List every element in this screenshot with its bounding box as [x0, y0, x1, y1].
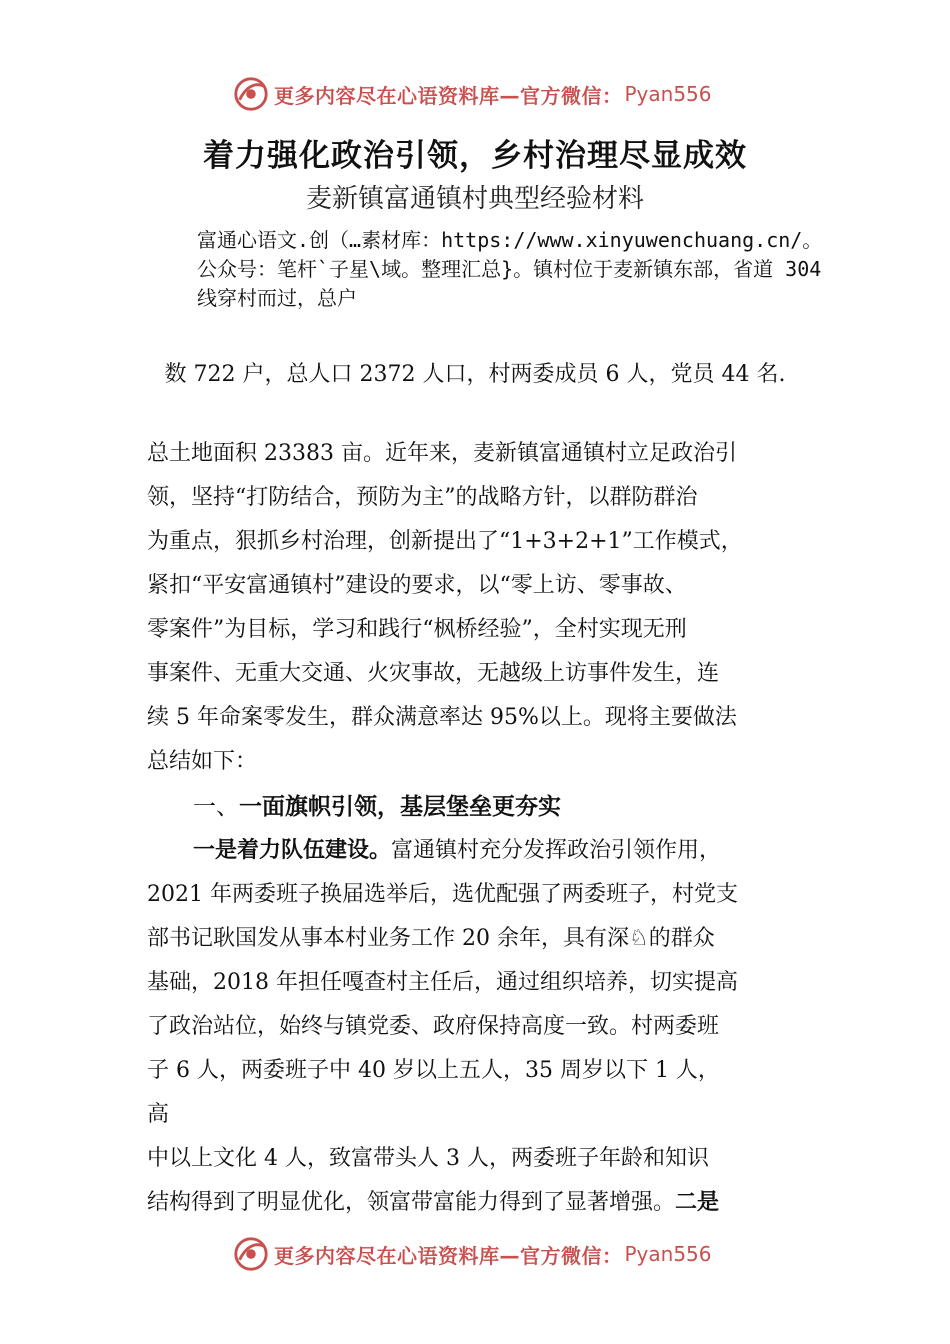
banner-handle: Pyan556 — [624, 1242, 712, 1266]
body-line: 基础，2018 年担任嘎查村主任后，通过组织培养，切实提高 — [147, 970, 738, 995]
stats-line: 数 722 户，总人口 2372 人口，村两委成员 6 人，党员 44 名. — [164, 362, 786, 387]
section-title: 一面旗帜引领，基层堡垒更夯实 — [239, 794, 561, 820]
banner-text: 更多内容尽在心语资料库—官方微信： — [274, 1243, 623, 1268]
footer-banner — [232, 1234, 712, 1274]
body-line: 为重点，狠抓乡村治理，创新提出了“1+3+2+1”工作模式， — [147, 529, 743, 554]
body-line: 部书记耿国发从事本村业务工作 20 余年，具有深♘的群众 — [147, 926, 715, 951]
section-number: 一、 — [193, 794, 239, 820]
section-heading — [193, 788, 561, 821]
body-line: 了政治站位，始终与镇党委、政府保持高度一致。村两委班 — [147, 1014, 720, 1039]
body-line: 子 6 人，两委班子中 40 岁以上五人，35 周岁以下 1 人， — [147, 1058, 720, 1083]
body-line — [193, 833, 721, 864]
banner-handle: Pyan556 — [624, 82, 712, 106]
header-banner — [232, 74, 712, 114]
body-line-text: 富通镇村充分发挥政治引领作用， — [391, 838, 722, 863]
body-line: 高 — [147, 1102, 170, 1127]
document-title: 着力强化政治引领，乡村治理尽显成效 — [203, 138, 747, 174]
banner-text: 更多内容尽在心语资料库—官方微信： — [274, 83, 623, 108]
logo-icon — [232, 75, 270, 113]
body-line: 紧扣“平安富通镇村”建设的要求，以“零上访、零事故、 — [147, 573, 687, 598]
intro-paragraph: 富通心语文.创（…素材库：https://www.xinyuwenchuang.cn/。公众号：笔杆`子星\域。整理汇总}。镇村位于麦新镇东部，省道 304 线穿村而过，总户 — [197, 228, 823, 310]
document-subtitle: 麦新镇富通镇村典型经验材料 — [305, 184, 644, 214]
body-line: 总土地面积 23383 亩。近年来，麦新镇富通镇村立足政治引 — [147, 441, 737, 466]
body-line: 领，坚持“打防结合，预防为主”的战略方针，以群防群治 — [147, 485, 698, 510]
body-line-text: 结构得到了明显优化，领富带富能力得到了显著增强。 — [147, 1190, 676, 1215]
body-line — [147, 1185, 719, 1216]
body-line: 续 5 年命案零发生，群众满意率达 95%以上。现将主要做法 — [147, 705, 737, 730]
body-line: 零案件”为目标，学习和践行“枫桥经验”，全村实现无刑 — [147, 617, 687, 642]
body-line: 事案件、无重大交通、火灾事故，无越级上访事件发生，连 — [147, 661, 720, 686]
paragraph-lead: 一是着力队伍建设。 — [193, 838, 392, 863]
logo-icon — [232, 1235, 270, 1273]
body-line: 2021 年两委班子换届选举后，选优配强了两委班子，村党支 — [147, 882, 738, 907]
next-lead: 二是 — [675, 1190, 720, 1215]
body-line: 总结如下： — [147, 749, 258, 774]
body-line: 中以上文化 4 人，致富带头人 3 人，两委班子年龄和知识 — [147, 1146, 709, 1171]
